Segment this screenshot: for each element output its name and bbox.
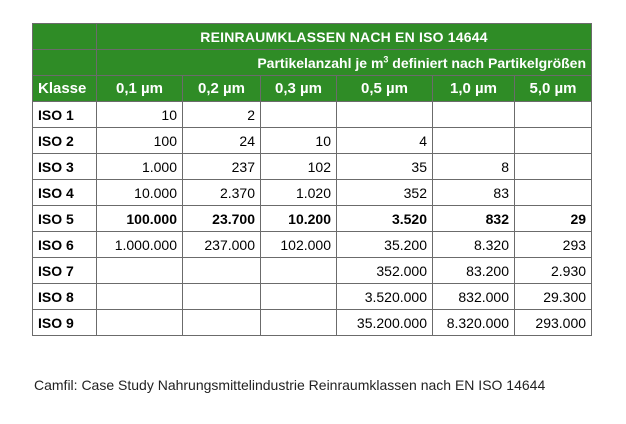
title-spacer — [33, 24, 97, 50]
table-cell: 35 — [337, 154, 433, 180]
row-class-label: ISO 7 — [33, 258, 97, 284]
table-cell: 237 — [183, 154, 261, 180]
subtitle-superscript: 3 — [383, 53, 389, 64]
table-cell: 237.000 — [183, 232, 261, 258]
table-cell: 10.000 — [97, 180, 183, 206]
table-cell: 3.520 — [337, 206, 433, 232]
table-cell — [515, 128, 592, 154]
table-cell: 293.000 — [515, 310, 592, 336]
table-cell — [183, 310, 261, 336]
table-cell: 102 — [261, 154, 337, 180]
table-cell: 83 — [433, 180, 515, 206]
table-row — [33, 232, 592, 258]
table-title-row — [33, 24, 592, 50]
table-cell: 100 — [97, 128, 183, 154]
table-row — [33, 180, 592, 206]
table-row — [33, 258, 592, 284]
col-header-0-2um: 0,2 µm — [183, 76, 261, 102]
table-cell — [97, 310, 183, 336]
table-cell: 10 — [261, 128, 337, 154]
table-cell: 8 — [433, 154, 515, 180]
table-cell — [433, 128, 515, 154]
row-class-label: ISO 9 — [33, 310, 97, 336]
table-title: REINRAUMKLASSEN NACH EN ISO 14644 — [97, 24, 592, 50]
table-cell — [183, 258, 261, 284]
table-cell: 24 — [183, 128, 261, 154]
table-cell: 8.320.000 — [433, 310, 515, 336]
subtitle-text-rest: definiert nach Partikelgrößen — [388, 54, 587, 71]
table-cell: 83.200 — [433, 258, 515, 284]
table-cell — [515, 154, 592, 180]
col-header-klasse: Klasse — [33, 76, 97, 102]
table-subtitle-row — [33, 50, 592, 76]
table-cell: 10.200 — [261, 206, 337, 232]
table-cell: 293 — [515, 232, 592, 258]
row-class-label: ISO 4 — [33, 180, 97, 206]
table-cell — [97, 258, 183, 284]
table-cell: 35.200 — [337, 232, 433, 258]
row-class-label: ISO 1 — [33, 102, 97, 128]
col-header-5-0um: 5,0 µm — [515, 76, 592, 102]
table-cell: 352.000 — [337, 258, 433, 284]
table-row — [33, 310, 592, 336]
subtitle-spacer — [33, 50, 97, 76]
table-cell: 2.370 — [183, 180, 261, 206]
col-header-0-3um: 0,3 µm — [261, 76, 337, 102]
table-cell: 10 — [97, 102, 183, 128]
table-cell: 832.000 — [433, 284, 515, 310]
table-cell: 832 — [433, 206, 515, 232]
table-cell — [183, 284, 261, 310]
col-header-0-1um: 0,1 µm — [97, 76, 183, 102]
table-cell — [515, 180, 592, 206]
row-class-label: ISO 8 — [33, 284, 97, 310]
reinraumklassen-table — [32, 23, 592, 336]
table-subtitle — [97, 50, 592, 76]
table-cell — [515, 102, 592, 128]
table-cell — [261, 284, 337, 310]
row-class-label: ISO 2 — [33, 128, 97, 154]
table-row — [33, 284, 592, 310]
table-cell: 352 — [337, 180, 433, 206]
col-header-0-5um: 0,5 µm — [337, 76, 433, 102]
table-cell: 1.000 — [97, 154, 183, 180]
table-cell: 2 — [183, 102, 261, 128]
col-header-1-0um: 1,0 µm — [433, 76, 515, 102]
row-class-label: ISO 6 — [33, 232, 97, 258]
table-cell — [337, 102, 433, 128]
table-cell: 29 — [515, 206, 592, 232]
table-cell: 29.300 — [515, 284, 592, 310]
row-class-label: ISO 3 — [33, 154, 97, 180]
subtitle-text: Partikelanzahl je m — [257, 54, 384, 71]
table-cell: 4 — [337, 128, 433, 154]
table-cell: 23.700 — [183, 206, 261, 232]
table-cell: 35.200.000 — [337, 310, 433, 336]
table-cell: 2.930 — [515, 258, 592, 284]
table-row — [33, 128, 592, 154]
table-cell — [261, 102, 337, 128]
column-header-row — [33, 76, 592, 102]
table-cell: 3.520.000 — [337, 284, 433, 310]
table-cell — [261, 310, 337, 336]
row-class-label: ISO 5 — [33, 206, 97, 232]
table-row — [33, 102, 592, 128]
table-cell — [97, 284, 183, 310]
figure-caption: Camfil: Case Study Nahrungsmittelindustrie Reinraumklassen nach EN ISO 14644 — [34, 377, 546, 393]
table-cell: 1.000.000 — [97, 232, 183, 258]
table-cell: 100.000 — [97, 206, 183, 232]
table-row — [33, 154, 592, 180]
table-cell — [433, 102, 515, 128]
table-cell: 102.000 — [261, 232, 337, 258]
table-cell: 1.020 — [261, 180, 337, 206]
table-cell — [261, 258, 337, 284]
table-row-highlighted — [33, 206, 592, 232]
table-cell: 8.320 — [433, 232, 515, 258]
reinraum-table-container — [32, 23, 591, 336]
